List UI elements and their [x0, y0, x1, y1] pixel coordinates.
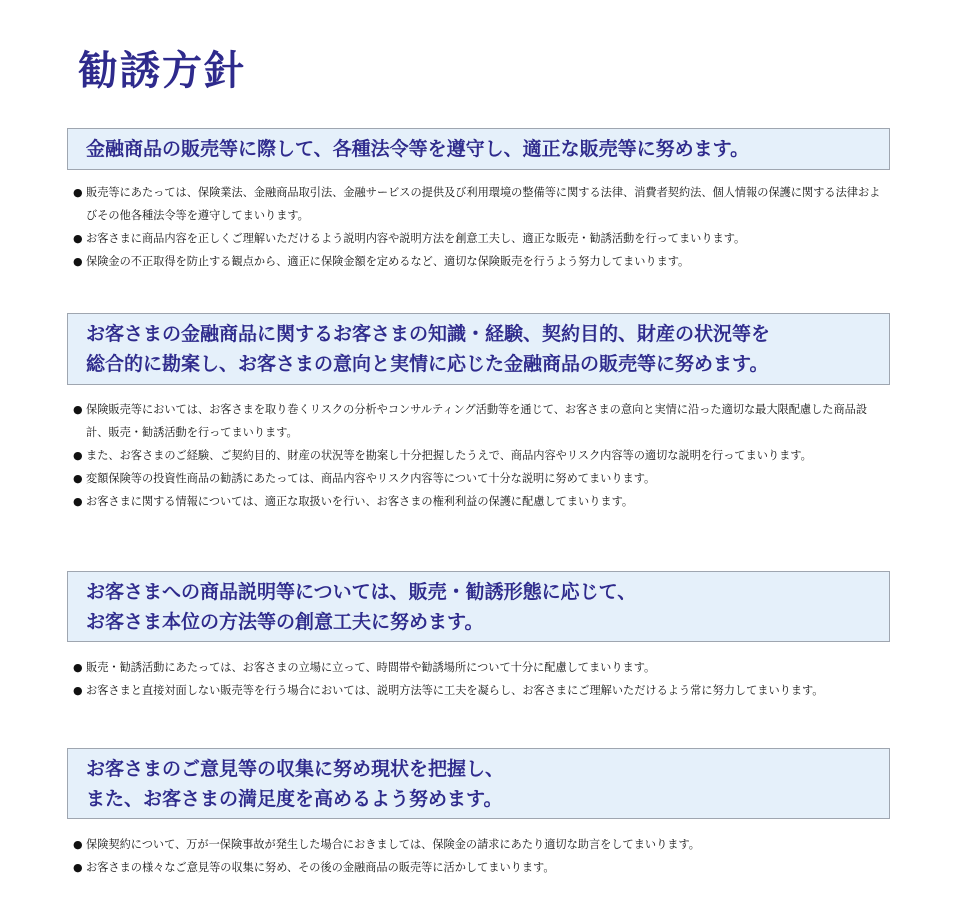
section-heading-2-line-2: 総合的に勘案し、お客さまの意向と実情に応じた金融商品の販売等に努めます。: [86, 353, 769, 375]
list-item-text: 保険契約について、万が一保険事故が発生した場合におきましては、保険金の請求にあたり適切な助言をしてまいります。: [86, 838, 700, 851]
list-item-text: お客さまと直接対面しない販売等を行う場合においては、説明方法等に工夫を凝らし、お客さまにご理解いただけるよう常に努力してまいります。: [86, 684, 824, 697]
list-item: [73, 856, 888, 879]
section-2-list: [73, 398, 888, 513]
bullet-icon: ●: [73, 232, 83, 245]
list-item: [73, 227, 888, 250]
list-item: [73, 833, 888, 856]
list-item: [73, 679, 888, 702]
list-item-text: 販売等にあたっては、保険業法、金融商品取引法、金融サービスの提供及び利用環境の整備等に関する法律、消費者契約法、個人情報の保護に関する法律およびその他各種法令等を遵守してまいります。: [86, 186, 881, 222]
list-item-text: 保険販売等においては、お客さまを取り巻くリスクの分析やコンサルティング活動等を通じて、お客さまの意向と実情に沿った適切な最大限配慮した商品設計、販売・勧誘活動を行ってまいります。: [86, 403, 868, 439]
list-item-text: また、お客さまのご経験、ご契約目的、財産の状況等を勘案し十分把握したうえで、商品内容やリスク内容等の適切な説明を行ってまいります。: [86, 449, 812, 462]
list-item-text: お客さまの様々なご意見等の収集に努め、その後の金融商品の販売等に活かしてまいります。: [86, 861, 555, 874]
list-item-text: 変額保険等の投資性商品の勧誘にあたっては、商品内容やリスク内容等について十分な説明に努めてまいります。: [86, 472, 656, 485]
section-3-list: [73, 656, 888, 702]
list-item: [73, 181, 888, 227]
list-item-text: 保険金の不正取得を防止する観点から、適正に保険金額を定めるなど、適切な保険販売を行うよう努力してまいります。: [86, 255, 690, 268]
section-1-list: [73, 181, 888, 273]
section-heading-3-line-1: お客さまへの商品説明等については、販売・勧誘形態に応じて、: [86, 581, 637, 603]
list-item-text: 販売・勧誘活動にあたっては、お客さまの立場に立って、時間帯や勧誘場所について十分に配慮してまいります。: [86, 661, 656, 674]
section-heading-2: [67, 313, 890, 385]
bullet-icon: ●: [73, 661, 83, 674]
list-item: [73, 250, 888, 273]
bullet-icon: ●: [73, 861, 83, 874]
bullet-icon: ●: [73, 186, 83, 199]
section-heading-3: [67, 571, 890, 642]
section-heading-2-line-1: お客さまの金融商品に関するお客さまの知識・経験、契約目的、財産の状況等を: [86, 323, 771, 345]
bullet-icon: ●: [73, 838, 83, 851]
section-4-list: [73, 833, 888, 879]
section-heading-4: [67, 748, 890, 819]
list-item: [73, 398, 888, 444]
section-heading-1: [67, 128, 890, 170]
section-heading-4-line-1: お客さまのご意見等の収集に努め現状を把握し、: [86, 758, 505, 780]
bullet-icon: ●: [73, 472, 83, 485]
section-heading-4-line-2: また、お客さまの満足度を高めるよう努めます。: [86, 788, 503, 810]
list-item: [73, 444, 888, 467]
bullet-icon: ●: [73, 403, 83, 416]
section-heading-1-line-1: 金融商品の販売等に際して、各種法令等を遵守し、適正な販売等に努めます。: [86, 138, 750, 160]
bullet-icon: ●: [73, 449, 83, 462]
list-item: [73, 467, 888, 490]
bullet-icon: ●: [73, 495, 83, 508]
page-title: 勧誘方針: [78, 48, 246, 94]
list-item: [73, 656, 888, 679]
list-item-text: お客さまに商品内容を正しくご理解いただけるよう説明内容や説明方法を創意工夫し、適正な販売・勧誘活動を行ってまいります。: [86, 232, 746, 245]
section-heading-3-line-2: お客さま本位の方法等の創意工夫に努めます。: [86, 611, 484, 633]
bullet-icon: ●: [73, 255, 83, 268]
bullet-icon: ●: [73, 684, 83, 697]
list-item-text: お客さまに関する情報については、適正な取扱いを行い、お客さまの権利利益の保護に配慮してまいります。: [86, 495, 634, 508]
list-item: [73, 490, 888, 513]
